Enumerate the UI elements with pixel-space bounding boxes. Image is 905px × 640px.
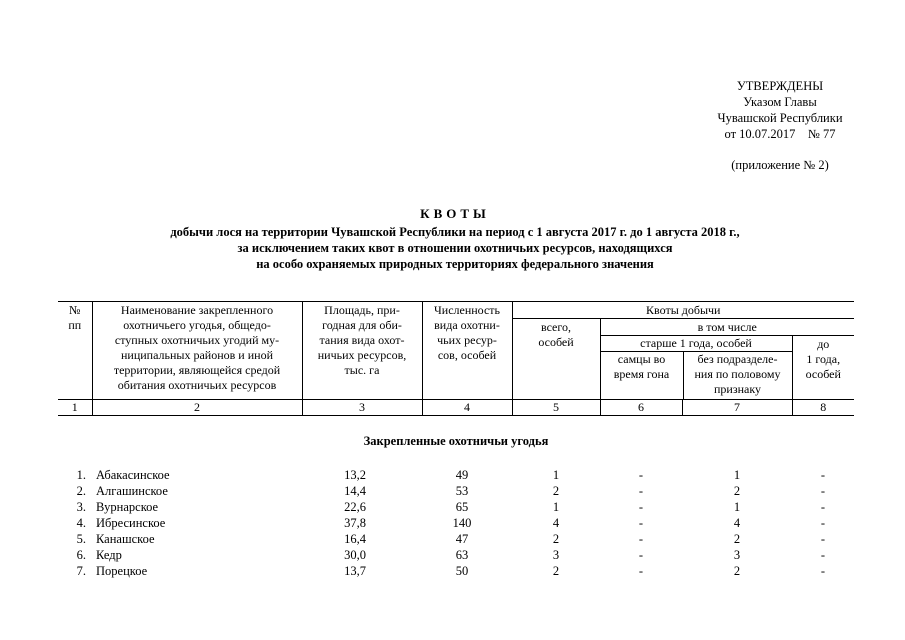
- row-quota-males: -: [638, 532, 644, 546]
- row-number: 3.: [76, 500, 86, 514]
- header-young-line: 1 года,: [806, 352, 841, 366]
- column-number: 5: [512, 400, 600, 416]
- row-quota-nosex: 1: [733, 468, 741, 482]
- row-area: 30,0: [344, 548, 366, 562]
- header-col-name: [92, 302, 302, 400]
- row-number: 7.: [76, 564, 86, 578]
- row-population: 49: [455, 468, 469, 482]
- row-quota-young: -: [820, 500, 826, 514]
- row-quota-nosex: 1: [733, 500, 741, 514]
- row-quota-young: -: [820, 516, 826, 530]
- row-quota-nosex: 3: [733, 548, 741, 562]
- row-name: Ибресинское: [96, 516, 166, 530]
- row-name: Алгашинское: [96, 484, 168, 498]
- document-subtitle-line-3: на особо охраняемых природных территориях федерального значения: [256, 257, 654, 271]
- header-col-population-line: Численность: [433, 303, 501, 317]
- row-number: 5.: [76, 532, 86, 546]
- header-col-name-line: ниципальных районов и иной: [120, 348, 273, 362]
- header-total-line: особей: [538, 335, 574, 349]
- row-number: 1.: [76, 468, 86, 482]
- row-quota-total: 2: [552, 532, 560, 546]
- row-quota-total: 2: [552, 564, 560, 578]
- column-number: 2: [92, 400, 302, 416]
- table-row: [58, 515, 854, 531]
- row-quota-males: -: [638, 484, 644, 498]
- header-total-line: всего,: [540, 320, 572, 334]
- row-quota-males: -: [638, 468, 644, 482]
- row-population: 63: [455, 548, 469, 562]
- row-population: 65: [455, 500, 469, 514]
- header-young-line: особей: [805, 367, 841, 381]
- annex-label: (приложение № 2): [731, 158, 829, 172]
- row-quota-males: -: [638, 516, 644, 530]
- header-col-name-line: обитания охотничьих ресурсов: [117, 378, 277, 392]
- table-row: [58, 499, 854, 515]
- header-col-population: [422, 302, 512, 400]
- document-title: КВОТЫ: [420, 206, 490, 221]
- header-col-area: [302, 302, 422, 400]
- row-quota-males: -: [638, 500, 644, 514]
- row-quota-males: -: [638, 564, 644, 578]
- header-young: [792, 336, 854, 400]
- header-col-area-line: годная для оби-: [322, 318, 402, 332]
- column-number: 6: [600, 400, 682, 416]
- header-males: [601, 352, 684, 399]
- header-column-numbers: [58, 400, 854, 416]
- row-quota-young: -: [820, 548, 826, 562]
- row-number: 6.: [76, 548, 86, 562]
- row-quota-nosex: 2: [733, 564, 741, 578]
- column-number: 7: [682, 400, 792, 416]
- header-col-area-line: Площадь, при-: [324, 303, 400, 317]
- approval-line-1: УТВЕРЖДЕНЫ: [736, 79, 824, 93]
- row-number: 4.: [76, 516, 86, 530]
- approval-line-2: Указом Главы: [743, 95, 817, 109]
- row-quota-young: -: [820, 532, 826, 546]
- row-population: 140: [452, 516, 472, 530]
- header-males-line: самцы во: [617, 352, 666, 366]
- row-quota-young: -: [820, 468, 826, 482]
- row-quota-total: 1: [552, 500, 560, 514]
- header-col-population-line: вида охотни-: [434, 318, 500, 332]
- row-quota-nosex: 2: [733, 532, 741, 546]
- column-number: 8: [792, 400, 854, 416]
- row-quota-total: 4: [552, 516, 560, 530]
- header-nosex-line: без подразделе-: [697, 352, 778, 366]
- row-quota-nosex: 4: [733, 516, 741, 530]
- approval-line-4: от 10.07.2017 № 77: [724, 127, 836, 141]
- table-row: [58, 563, 854, 579]
- row-area: 16,4: [344, 532, 366, 546]
- header-older: [600, 336, 792, 400]
- header-nosex: [684, 352, 792, 399]
- row-population: 47: [455, 532, 469, 546]
- row-area: 13,7: [344, 564, 366, 578]
- header-col-area-line: ничьих ресурсов,: [317, 348, 407, 362]
- column-number: 4: [422, 400, 512, 416]
- table-row: [58, 467, 854, 483]
- header-col-population-line: чьих ресур-: [437, 333, 497, 347]
- document-subtitle-line-1: добычи лося на территории Чувашской Республики на период с 1 августа 2017 г. до 1 августа 2018 г.,: [170, 225, 740, 239]
- table-row: [58, 531, 854, 547]
- row-quota-young: -: [820, 484, 826, 498]
- header-young-line: до: [817, 337, 830, 351]
- row-quota-nosex: 2: [733, 484, 741, 498]
- row-name: Порецкое: [96, 564, 148, 578]
- header-nosex-line: признаку: [714, 382, 761, 396]
- column-number: 1: [58, 400, 92, 416]
- header-col-name-line: Наименование закрепленного: [120, 303, 274, 317]
- header-col-number: [58, 302, 92, 400]
- header-col-area-line: тания вида охот-: [319, 333, 405, 347]
- header-col-number-line-1: №: [69, 303, 81, 317]
- table-row: [58, 547, 854, 563]
- row-population: 50: [455, 564, 469, 578]
- header-col-area-line: тыс. га: [344, 363, 380, 377]
- column-number: 3: [302, 400, 422, 416]
- row-area: 37,8: [344, 516, 366, 530]
- row-name: Абакасинское: [96, 468, 170, 482]
- header-older-label: старше 1 года, особей: [601, 336, 792, 352]
- document-subtitle-line-2: за исключением таких квот в отношении охотничьих ресурсов, находящихся: [237, 241, 673, 255]
- approval-line-3: Чувашской Республики: [717, 111, 843, 125]
- header-col-population-line: сов, особей: [437, 348, 497, 362]
- table-row: [58, 483, 854, 499]
- row-area: 13,2: [344, 468, 366, 482]
- row-population: 53: [455, 484, 469, 498]
- row-area: 22,6: [344, 500, 366, 514]
- row-name: Канашское: [96, 532, 155, 546]
- row-quota-total: 3: [552, 548, 560, 562]
- header-quotas: Квоты добычи: [512, 302, 854, 319]
- row-quota-total: 2: [552, 484, 560, 498]
- row-quota-total: 1: [552, 468, 560, 482]
- approval-block: [700, 78, 860, 142]
- header-col-number-line-2: пп: [68, 318, 82, 332]
- row-name: Кедр: [96, 548, 122, 562]
- row-name: Вурнарское: [96, 500, 159, 514]
- row-area: 14,4: [344, 484, 366, 498]
- header-total: [512, 319, 600, 400]
- header-nosex-line: ния по половому: [694, 367, 781, 381]
- quota-table-body: [58, 467, 854, 579]
- header-males-line: время гона: [613, 367, 670, 381]
- section-title: Закрепленные охотничьи угодья: [363, 434, 549, 448]
- row-number: 2.: [76, 484, 86, 498]
- header-col-name-line: ступных охотничьих угодий му-: [114, 333, 280, 347]
- row-quota-young: -: [820, 564, 826, 578]
- header-col-name-line: территории, являющейся средой: [113, 363, 281, 377]
- header-including: в том числе: [600, 319, 854, 336]
- header-col-name-line: охотничьего угодья, общедо-: [123, 318, 271, 332]
- row-quota-males: -: [638, 548, 644, 562]
- quota-table-header: [58, 301, 854, 416]
